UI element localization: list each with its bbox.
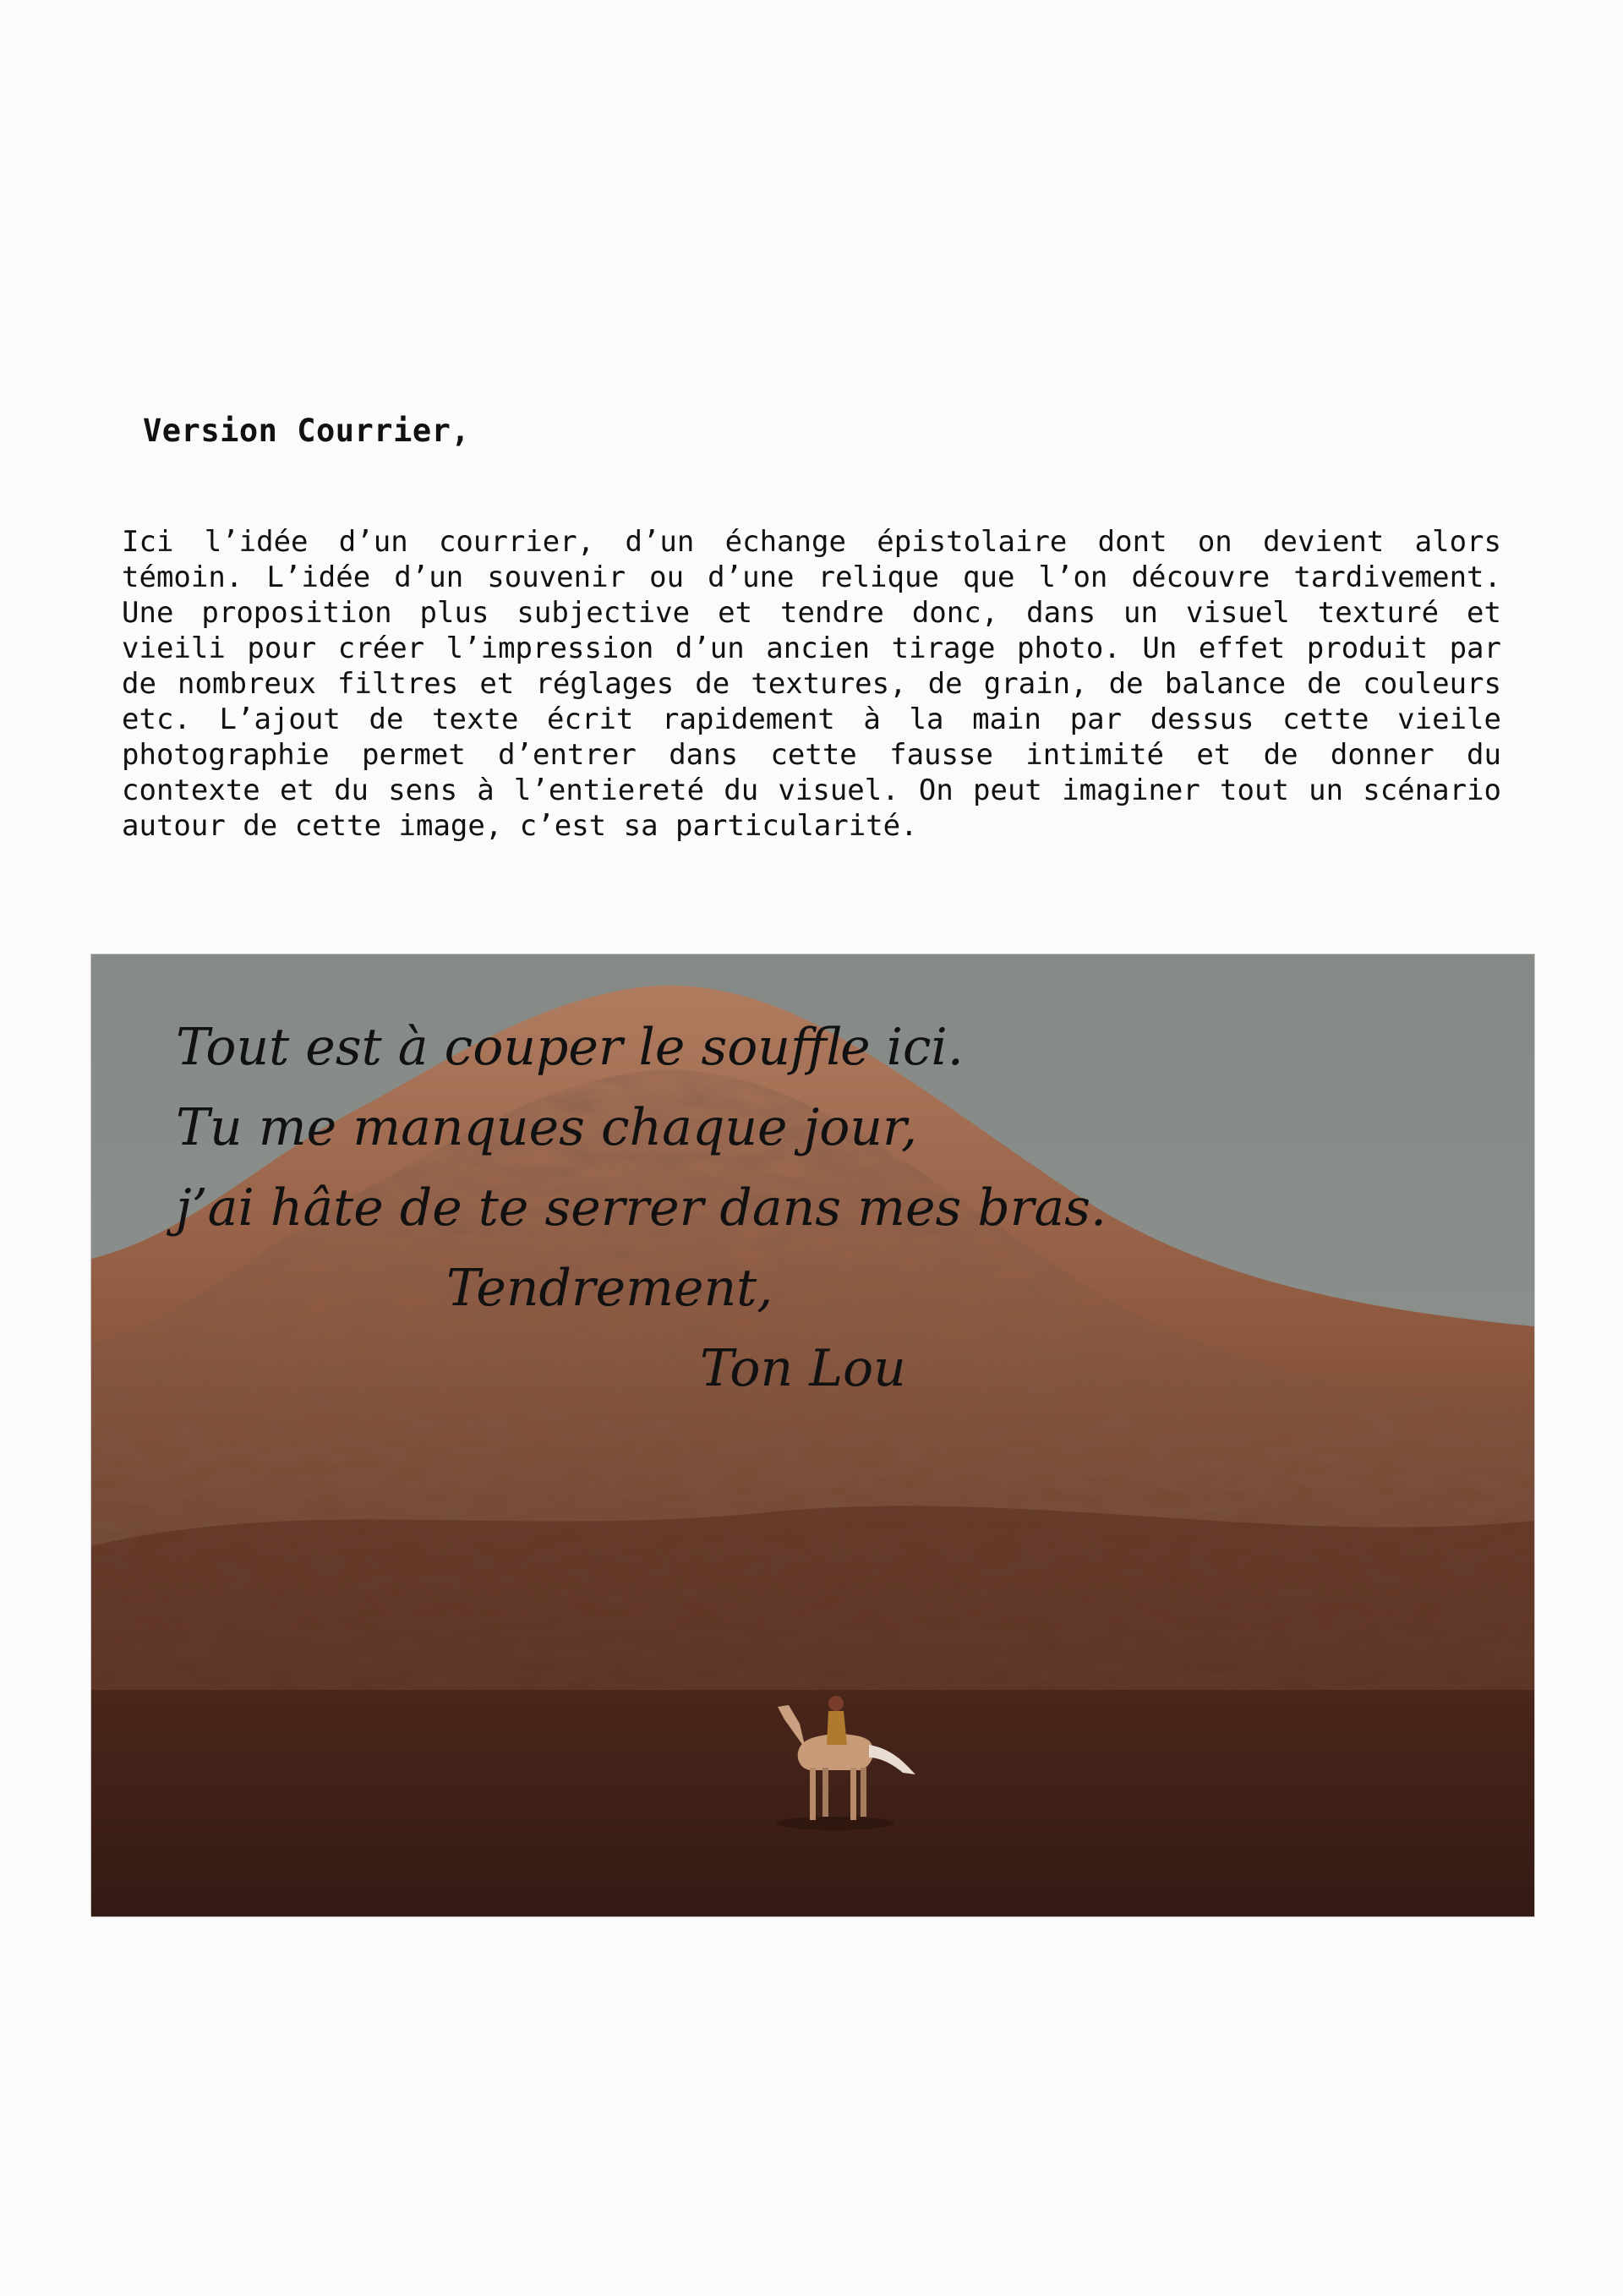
note-line-1: Tout est à couper le souffle ici. bbox=[176, 1018, 964, 1077]
mountain-photo-illustration bbox=[91, 954, 1534, 1916]
note-line-2: Tu me manques chaque jour, bbox=[176, 1098, 918, 1157]
note-line-3: j’ai hâte de te serrer dans mes bras. bbox=[176, 1178, 1107, 1238]
page-title: Version Courrier, bbox=[143, 413, 471, 449]
note-signature: Ton Lou bbox=[700, 1339, 906, 1398]
note-closing: Tendrement, bbox=[446, 1259, 773, 1318]
vintage-photo bbox=[90, 954, 1535, 1917]
description-paragraph: Ici l’idée d’un courrier, d’un échange épistolaire dont on devient alors témoin. L’idée d’un souvenir ou d’une relique que l’on découvre tardivement. Une proposition plus subjective et tendre donc, dans un visuel texturé et vieili pour créer l’impression d’un ancien tirage photo. Un effet produit par de nombreux filtres et réglages de textures, de grain, de balance de couleurs etc. L’ajout de texte écrit rapidement à la main par dessus cette vieile photographie permet d’entrer dans cette fausse intimité et de donner du contexte et du sens à l’entiereté du visuel. On peut imaginer tout un scénario autour de cette image, c’est sa particularité. bbox=[122, 525, 1501, 843]
